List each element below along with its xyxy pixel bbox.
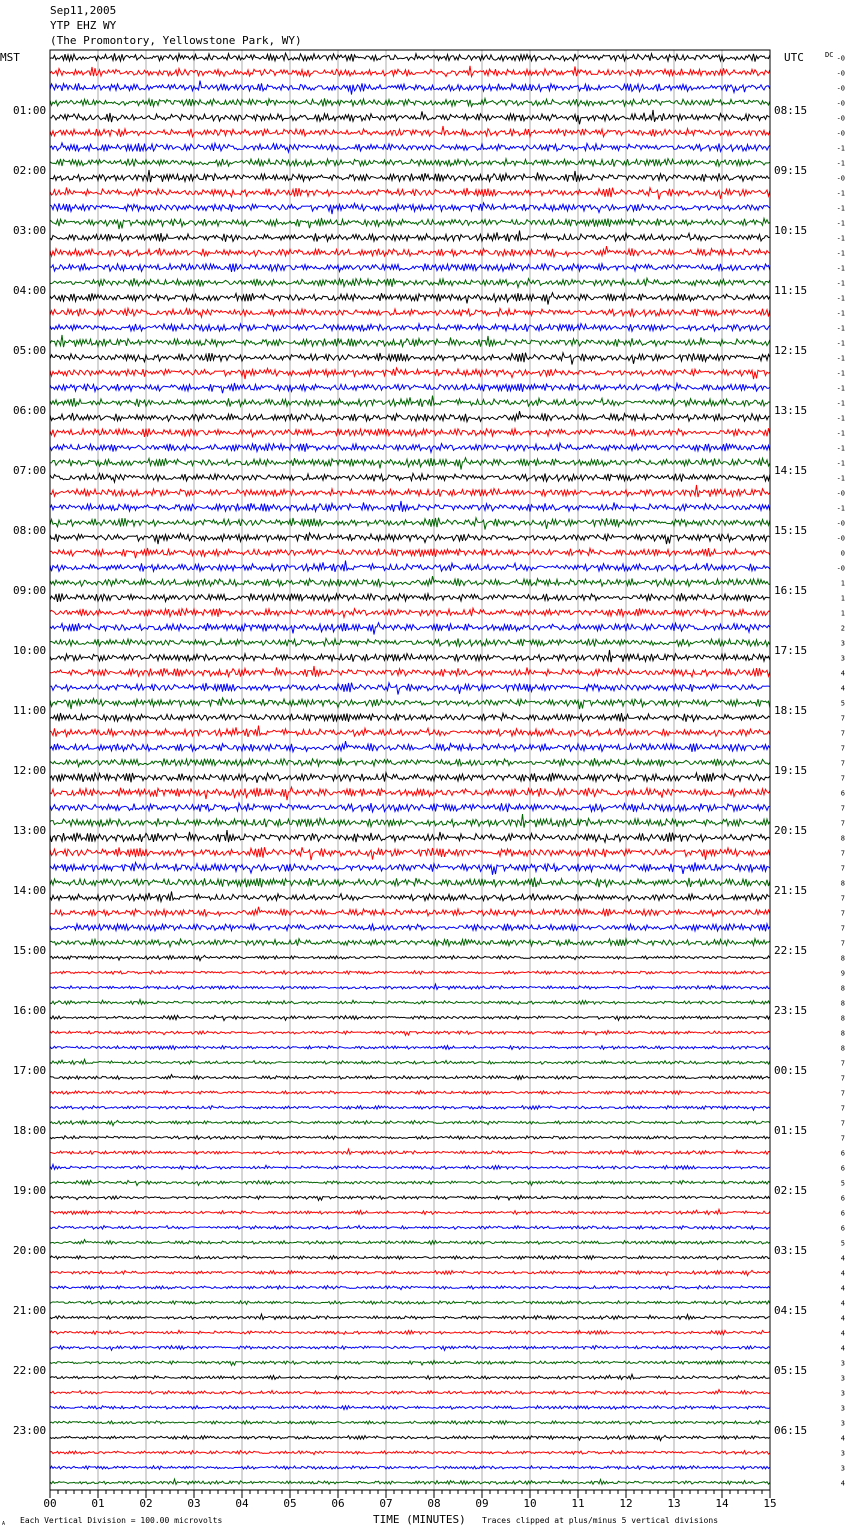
trace-11 bbox=[50, 218, 770, 229]
mst-hour-label: 09:00 bbox=[13, 584, 47, 597]
trace-40 bbox=[50, 650, 770, 662]
dc-offset-label: -1 bbox=[836, 264, 845, 273]
trace-61 bbox=[50, 971, 770, 975]
trace-91 bbox=[50, 1421, 770, 1425]
dc-offset-label: 3 bbox=[840, 1359, 845, 1368]
trace-18 bbox=[50, 324, 770, 332]
trace-63 bbox=[50, 1000, 770, 1005]
x-tick-label: 05 bbox=[283, 1497, 297, 1510]
dc-offset-label: -1 bbox=[836, 369, 845, 378]
x-tick-label: 04 bbox=[235, 1497, 249, 1510]
corner-mark: A bbox=[2, 1521, 6, 1527]
dc-offset-label: 1 bbox=[840, 609, 845, 618]
trace-89 bbox=[50, 1390, 770, 1395]
trace-82 bbox=[50, 1286, 770, 1290]
trace-19 bbox=[50, 335, 770, 347]
trace-42 bbox=[50, 683, 770, 695]
mst-hour-label: 05:00 bbox=[13, 344, 47, 357]
trace-76 bbox=[50, 1196, 770, 1201]
trace-55 bbox=[50, 878, 770, 888]
dc-offset-label: 7 bbox=[840, 849, 845, 858]
trace-58 bbox=[50, 924, 770, 932]
trace-6 bbox=[50, 143, 770, 152]
trace-45 bbox=[50, 726, 770, 737]
dc-offset-label: 6 bbox=[840, 1224, 845, 1233]
dc-offset-label: 4 bbox=[840, 1329, 845, 1338]
trace-85 bbox=[50, 1330, 770, 1334]
dc-offset-label: -0 bbox=[836, 129, 845, 138]
dc-offset-label: -1 bbox=[836, 459, 845, 468]
trace-34 bbox=[50, 561, 770, 572]
x-tick-label: 09 bbox=[475, 1497, 489, 1510]
utc-hour-label: 05:15 bbox=[774, 1364, 808, 1377]
utc-hour-label: 01:15 bbox=[774, 1124, 808, 1137]
dc-offset-label: 7 bbox=[840, 804, 845, 813]
trace-50 bbox=[50, 803, 770, 812]
utc-hour-label: 13:15 bbox=[774, 404, 808, 417]
trace-94 bbox=[50, 1466, 770, 1470]
dc-offset-label: 6 bbox=[840, 1164, 845, 1173]
dc-label: DC bbox=[825, 51, 834, 59]
x-tick-label: 12 bbox=[619, 1497, 633, 1510]
dc-offset-label: -1 bbox=[836, 279, 845, 288]
trace-4 bbox=[50, 110, 770, 124]
mst-hour-label: 02:00 bbox=[13, 164, 47, 177]
dc-offset-label: -0 bbox=[836, 489, 845, 498]
utc-hour-label: 04:15 bbox=[774, 1304, 808, 1317]
mst-hour-label: 11:00 bbox=[13, 704, 47, 717]
dc-offset-label: 7 bbox=[840, 714, 845, 723]
utc-hour-label: 09:15 bbox=[774, 164, 808, 177]
dc-offset-label: -1 bbox=[836, 294, 845, 303]
mst-hour-label: 20:00 bbox=[13, 1244, 47, 1257]
dc-offset-label: -1 bbox=[836, 159, 845, 168]
trace-7 bbox=[50, 159, 770, 167]
dc-offset-label: 4 bbox=[840, 1314, 845, 1323]
station-location: (The Promontory, Yellowstone Park, WY) bbox=[50, 34, 302, 47]
utc-hour-label: 19:15 bbox=[774, 764, 808, 777]
dc-offset-label: 3 bbox=[840, 1374, 845, 1383]
dc-offset-label: 6 bbox=[840, 1194, 845, 1203]
trace-73 bbox=[50, 1149, 770, 1154]
dc-offset-label: 6 bbox=[840, 1209, 845, 1218]
x-axis-title: TIME (MINUTES) bbox=[373, 1513, 466, 1526]
trace-70 bbox=[50, 1106, 770, 1111]
trace-17 bbox=[50, 308, 770, 317]
utc-hour-label: 22:15 bbox=[774, 944, 808, 957]
mst-hour-label: 12:00 bbox=[13, 764, 47, 777]
dc-offset-label: 8 bbox=[840, 834, 845, 843]
dc-offset-label: 2 bbox=[840, 624, 845, 633]
x-tick-label: 06 bbox=[331, 1497, 345, 1510]
trace-46 bbox=[50, 741, 770, 752]
x-tick-label: 03 bbox=[187, 1497, 201, 1510]
dc-offset-label: 4 bbox=[840, 1254, 845, 1263]
trace-92 bbox=[50, 1435, 770, 1440]
dc-offset-label: 4 bbox=[840, 1299, 845, 1308]
x-tick-label: 00 bbox=[43, 1497, 57, 1510]
dc-offset-label: -1 bbox=[836, 504, 845, 513]
trace-59 bbox=[50, 939, 770, 947]
dc-offset-label: -1 bbox=[836, 444, 845, 453]
trace-26 bbox=[50, 443, 770, 452]
trace-27 bbox=[50, 458, 770, 470]
dc-offset-label: 6 bbox=[840, 789, 845, 798]
mst-hour-label: 19:00 bbox=[13, 1184, 47, 1197]
trace-13 bbox=[50, 246, 770, 257]
mst-hour-label: 03:00 bbox=[13, 224, 47, 237]
dc-offset-label: -0 bbox=[836, 84, 845, 93]
dc-offset-label: -1 bbox=[836, 384, 845, 393]
clip-note: Traces clipped at plus/minus 5 vertical divisions bbox=[482, 1516, 719, 1525]
dc-offset-label: 6 bbox=[840, 1149, 845, 1158]
dc-offset-label: 7 bbox=[840, 909, 845, 918]
utc-hour-label: 18:15 bbox=[774, 704, 808, 717]
dc-offset-label: -0 bbox=[836, 174, 845, 183]
trace-36 bbox=[50, 593, 770, 602]
trace-49 bbox=[50, 787, 770, 800]
trace-86 bbox=[50, 1346, 770, 1351]
trace-3 bbox=[50, 98, 770, 106]
trace-48 bbox=[50, 773, 770, 783]
trace-72 bbox=[50, 1136, 770, 1140]
trace-15 bbox=[50, 278, 770, 287]
dc-offset-label: 8 bbox=[840, 1029, 845, 1038]
dc-offset-label: 8 bbox=[840, 984, 845, 993]
trace-8 bbox=[50, 170, 770, 182]
dc-offset-label: 4 bbox=[840, 1284, 845, 1293]
dc-offset-label: 7 bbox=[840, 1134, 845, 1143]
dc-offset-label: -1 bbox=[836, 339, 845, 348]
x-tick-label: 07 bbox=[379, 1497, 393, 1510]
trace-51 bbox=[50, 814, 770, 828]
dc-offset-label: 3 bbox=[840, 1464, 845, 1473]
dc-offset-label: 4 bbox=[840, 684, 845, 693]
dc-offset-label: -1 bbox=[836, 474, 845, 483]
dc-offset-label: -1 bbox=[836, 189, 845, 198]
mst-hour-label: 06:00 bbox=[13, 404, 47, 417]
station-name: YTP EHZ WY bbox=[50, 19, 117, 32]
utc-hour-label: 15:15 bbox=[774, 524, 808, 537]
dc-offset-labels bbox=[837, 55, 845, 1488]
trace-25 bbox=[50, 428, 770, 437]
mst-hour-label: 07:00 bbox=[13, 464, 47, 477]
dc-offset-label: 7 bbox=[840, 894, 845, 903]
trace-79 bbox=[50, 1240, 770, 1245]
trace-39 bbox=[50, 639, 770, 647]
trace-81 bbox=[50, 1270, 770, 1275]
trace-24 bbox=[50, 411, 770, 422]
trace-62 bbox=[50, 984, 770, 989]
trace-23 bbox=[50, 396, 770, 407]
dc-offset-label: 7 bbox=[840, 864, 845, 873]
trace-87 bbox=[50, 1361, 770, 1366]
mst-hour-labels bbox=[13, 104, 46, 1437]
dc-offset-label: -1 bbox=[836, 324, 845, 333]
trace-22 bbox=[50, 383, 770, 393]
dc-offset-label: -0 bbox=[836, 54, 845, 63]
dc-offset-label: 7 bbox=[840, 1089, 845, 1098]
trace-93 bbox=[50, 1451, 770, 1455]
dc-offset-label: 7 bbox=[840, 819, 845, 828]
trace-56 bbox=[50, 891, 770, 901]
utc-hour-label: 21:15 bbox=[774, 884, 808, 897]
trace-66 bbox=[50, 1046, 770, 1050]
trace-30 bbox=[50, 501, 770, 512]
dc-offset-label: 3 bbox=[840, 1404, 845, 1413]
dc-offset-label: 5 bbox=[840, 699, 845, 708]
scale-note: Each Vertical Division = 100.00 microvolts bbox=[20, 1516, 223, 1525]
mst-hour-label: 14:00 bbox=[13, 884, 47, 897]
trace-80 bbox=[50, 1256, 770, 1260]
dc-offset-label: 8 bbox=[840, 1014, 845, 1023]
x-tick-label: 08 bbox=[427, 1497, 441, 1510]
trace-9 bbox=[50, 188, 770, 200]
mst-hour-label: 18:00 bbox=[13, 1124, 47, 1137]
utc-hour-label: 02:15 bbox=[774, 1184, 808, 1197]
utc-hour-label: 03:15 bbox=[774, 1244, 808, 1257]
trace-21 bbox=[50, 368, 770, 379]
dc-offset-label: 1 bbox=[840, 579, 845, 588]
trace-41 bbox=[50, 666, 770, 677]
trace-90 bbox=[50, 1406, 770, 1410]
dc-offset-label: 9 bbox=[840, 969, 845, 978]
dc-offset-label: -1 bbox=[836, 234, 845, 243]
trace-2 bbox=[50, 81, 770, 95]
mst-hour-label: 23:00 bbox=[13, 1424, 47, 1437]
dc-offset-label: 7 bbox=[840, 1059, 845, 1068]
x-tick-label: 01 bbox=[91, 1497, 105, 1510]
mst-hour-label: 10:00 bbox=[13, 644, 47, 657]
trace-43 bbox=[50, 698, 770, 709]
x-tick-label: 10 bbox=[523, 1497, 537, 1510]
dc-offset-label: 4 bbox=[840, 1479, 845, 1488]
dc-offset-label: -1 bbox=[836, 399, 845, 408]
plot-date: Sep11,2005 bbox=[50, 4, 117, 17]
trace-37 bbox=[50, 608, 770, 617]
dc-offset-label: 7 bbox=[840, 1119, 845, 1128]
trace-38 bbox=[50, 623, 770, 635]
utc-hour-label: 10:15 bbox=[774, 224, 808, 237]
mst-hour-label: 22:00 bbox=[13, 1364, 47, 1377]
utc-hour-label: 08:15 bbox=[774, 104, 808, 117]
mst-hour-label: 04:00 bbox=[13, 284, 47, 297]
dc-offset-label: -0 bbox=[836, 69, 845, 78]
dc-offset-label: 1 bbox=[840, 594, 845, 603]
trace-0 bbox=[50, 53, 770, 61]
utc-hour-label: 16:15 bbox=[774, 584, 808, 597]
x-tick-label: 13 bbox=[667, 1497, 681, 1510]
trace-1 bbox=[50, 66, 770, 77]
dc-offset-label: 0 bbox=[840, 549, 845, 558]
dc-offset-label: 7 bbox=[840, 1104, 845, 1113]
dc-offset-label: 3 bbox=[840, 1419, 845, 1428]
dc-offset-label: 3 bbox=[840, 1389, 845, 1398]
dc-offset-label: -0 bbox=[836, 564, 845, 573]
dc-offset-label: -1 bbox=[836, 354, 845, 363]
trace-74 bbox=[50, 1164, 770, 1169]
trace-5 bbox=[50, 126, 770, 137]
trace-10 bbox=[50, 203, 770, 214]
dc-offset-label: 8 bbox=[840, 954, 845, 963]
dc-offset-label: -1 bbox=[836, 429, 845, 438]
utc-hour-label: 00:15 bbox=[774, 1064, 808, 1077]
seismic-traces bbox=[50, 53, 770, 1484]
dc-offset-label: 7 bbox=[840, 924, 845, 933]
right-axis-label: UTC bbox=[784, 51, 804, 64]
utc-hour-label: 12:15 bbox=[774, 344, 808, 357]
mst-hour-label: 01:00 bbox=[13, 104, 47, 117]
trace-29 bbox=[50, 485, 770, 497]
utc-hour-label: 11:15 bbox=[774, 284, 808, 297]
trace-20 bbox=[50, 353, 770, 365]
mst-hour-label: 21:00 bbox=[13, 1304, 47, 1317]
dc-offset-label: 7 bbox=[840, 759, 845, 768]
trace-64 bbox=[50, 1015, 770, 1020]
trace-31 bbox=[50, 518, 770, 530]
trace-78 bbox=[50, 1226, 770, 1230]
dc-offset-label: 7 bbox=[840, 729, 845, 738]
mst-hour-label: 16:00 bbox=[13, 1004, 47, 1017]
dc-offset-label: 7 bbox=[840, 1074, 845, 1083]
mst-hour-label: 13:00 bbox=[13, 824, 47, 837]
dc-offset-label: 3 bbox=[840, 1449, 845, 1458]
dc-offset-label: -1 bbox=[836, 309, 845, 318]
trace-68 bbox=[50, 1075, 770, 1080]
dc-offset-label: 7 bbox=[840, 939, 845, 948]
dc-offset-label: 8 bbox=[840, 999, 845, 1008]
left-axis-label: MST bbox=[0, 51, 20, 64]
x-tick-label: 14 bbox=[715, 1497, 729, 1510]
trace-16 bbox=[50, 293, 770, 305]
trace-75 bbox=[50, 1180, 770, 1185]
trace-71 bbox=[50, 1120, 770, 1125]
trace-28 bbox=[50, 474, 770, 483]
dc-offset-label: -0 bbox=[836, 114, 845, 123]
mst-hour-label: 17:00 bbox=[13, 1064, 47, 1077]
dc-offset-label: -0 bbox=[836, 519, 845, 528]
trace-77 bbox=[50, 1209, 770, 1214]
dc-offset-label: 4 bbox=[840, 1269, 845, 1278]
dc-offset-label: -0 bbox=[836, 534, 845, 543]
trace-69 bbox=[50, 1091, 770, 1095]
dc-offset-label: 8 bbox=[840, 879, 845, 888]
mst-hour-label: 15:00 bbox=[13, 944, 47, 957]
trace-57 bbox=[50, 907, 770, 917]
x-tick-label: 15 bbox=[763, 1497, 777, 1510]
trace-54 bbox=[50, 862, 770, 874]
utc-hour-label: 06:15 bbox=[774, 1424, 808, 1437]
trace-47 bbox=[50, 758, 770, 766]
dc-offset-label: 7 bbox=[840, 744, 845, 753]
dc-offset-label: -1 bbox=[836, 414, 845, 423]
trace-32 bbox=[50, 533, 770, 544]
trace-52 bbox=[50, 830, 770, 842]
x-tick-label: 11 bbox=[571, 1497, 585, 1510]
trace-60 bbox=[50, 955, 770, 960]
x-axis bbox=[43, 1490, 776, 1510]
utc-hour-label: 23:15 bbox=[774, 1004, 808, 1017]
trace-12 bbox=[50, 231, 770, 242]
dc-offset-label: 4 bbox=[840, 1344, 845, 1353]
trace-53 bbox=[50, 847, 770, 860]
dc-offset-label: -0 bbox=[836, 99, 845, 108]
dc-offset-label: 4 bbox=[840, 669, 845, 678]
mst-hour-label: 08:00 bbox=[13, 524, 47, 537]
utc-hour-label: 17:15 bbox=[774, 644, 808, 657]
dc-offset-label: 7 bbox=[840, 774, 845, 783]
dc-offset-label: -1 bbox=[836, 249, 845, 258]
dc-offset-label: -1 bbox=[836, 219, 845, 228]
trace-44 bbox=[50, 713, 770, 722]
trace-95 bbox=[50, 1479, 770, 1484]
utc-hour-labels bbox=[774, 104, 807, 1437]
trace-14 bbox=[50, 264, 770, 272]
utc-hour-label: 20:15 bbox=[774, 824, 808, 837]
dc-offset-label: 3 bbox=[840, 639, 845, 648]
dc-offset-label: 8 bbox=[840, 1044, 845, 1053]
dc-offset-label: -1 bbox=[836, 144, 845, 153]
trace-33 bbox=[50, 548, 770, 558]
trace-83 bbox=[50, 1301, 770, 1305]
dc-offset-label: 4 bbox=[840, 1434, 845, 1443]
trace-84 bbox=[50, 1314, 770, 1319]
trace-88 bbox=[50, 1374, 770, 1379]
utc-hour-label: 14:15 bbox=[774, 464, 808, 477]
trace-67 bbox=[50, 1059, 770, 1064]
trace-35 bbox=[50, 576, 770, 587]
trace-65 bbox=[50, 1031, 770, 1036]
dc-offset-label: 3 bbox=[840, 654, 845, 663]
dc-offset-label: -1 bbox=[836, 204, 845, 213]
x-tick-label: 02 bbox=[139, 1497, 153, 1510]
dc-offset-label: 5 bbox=[840, 1179, 845, 1188]
dc-offset-label: 5 bbox=[840, 1239, 845, 1248]
